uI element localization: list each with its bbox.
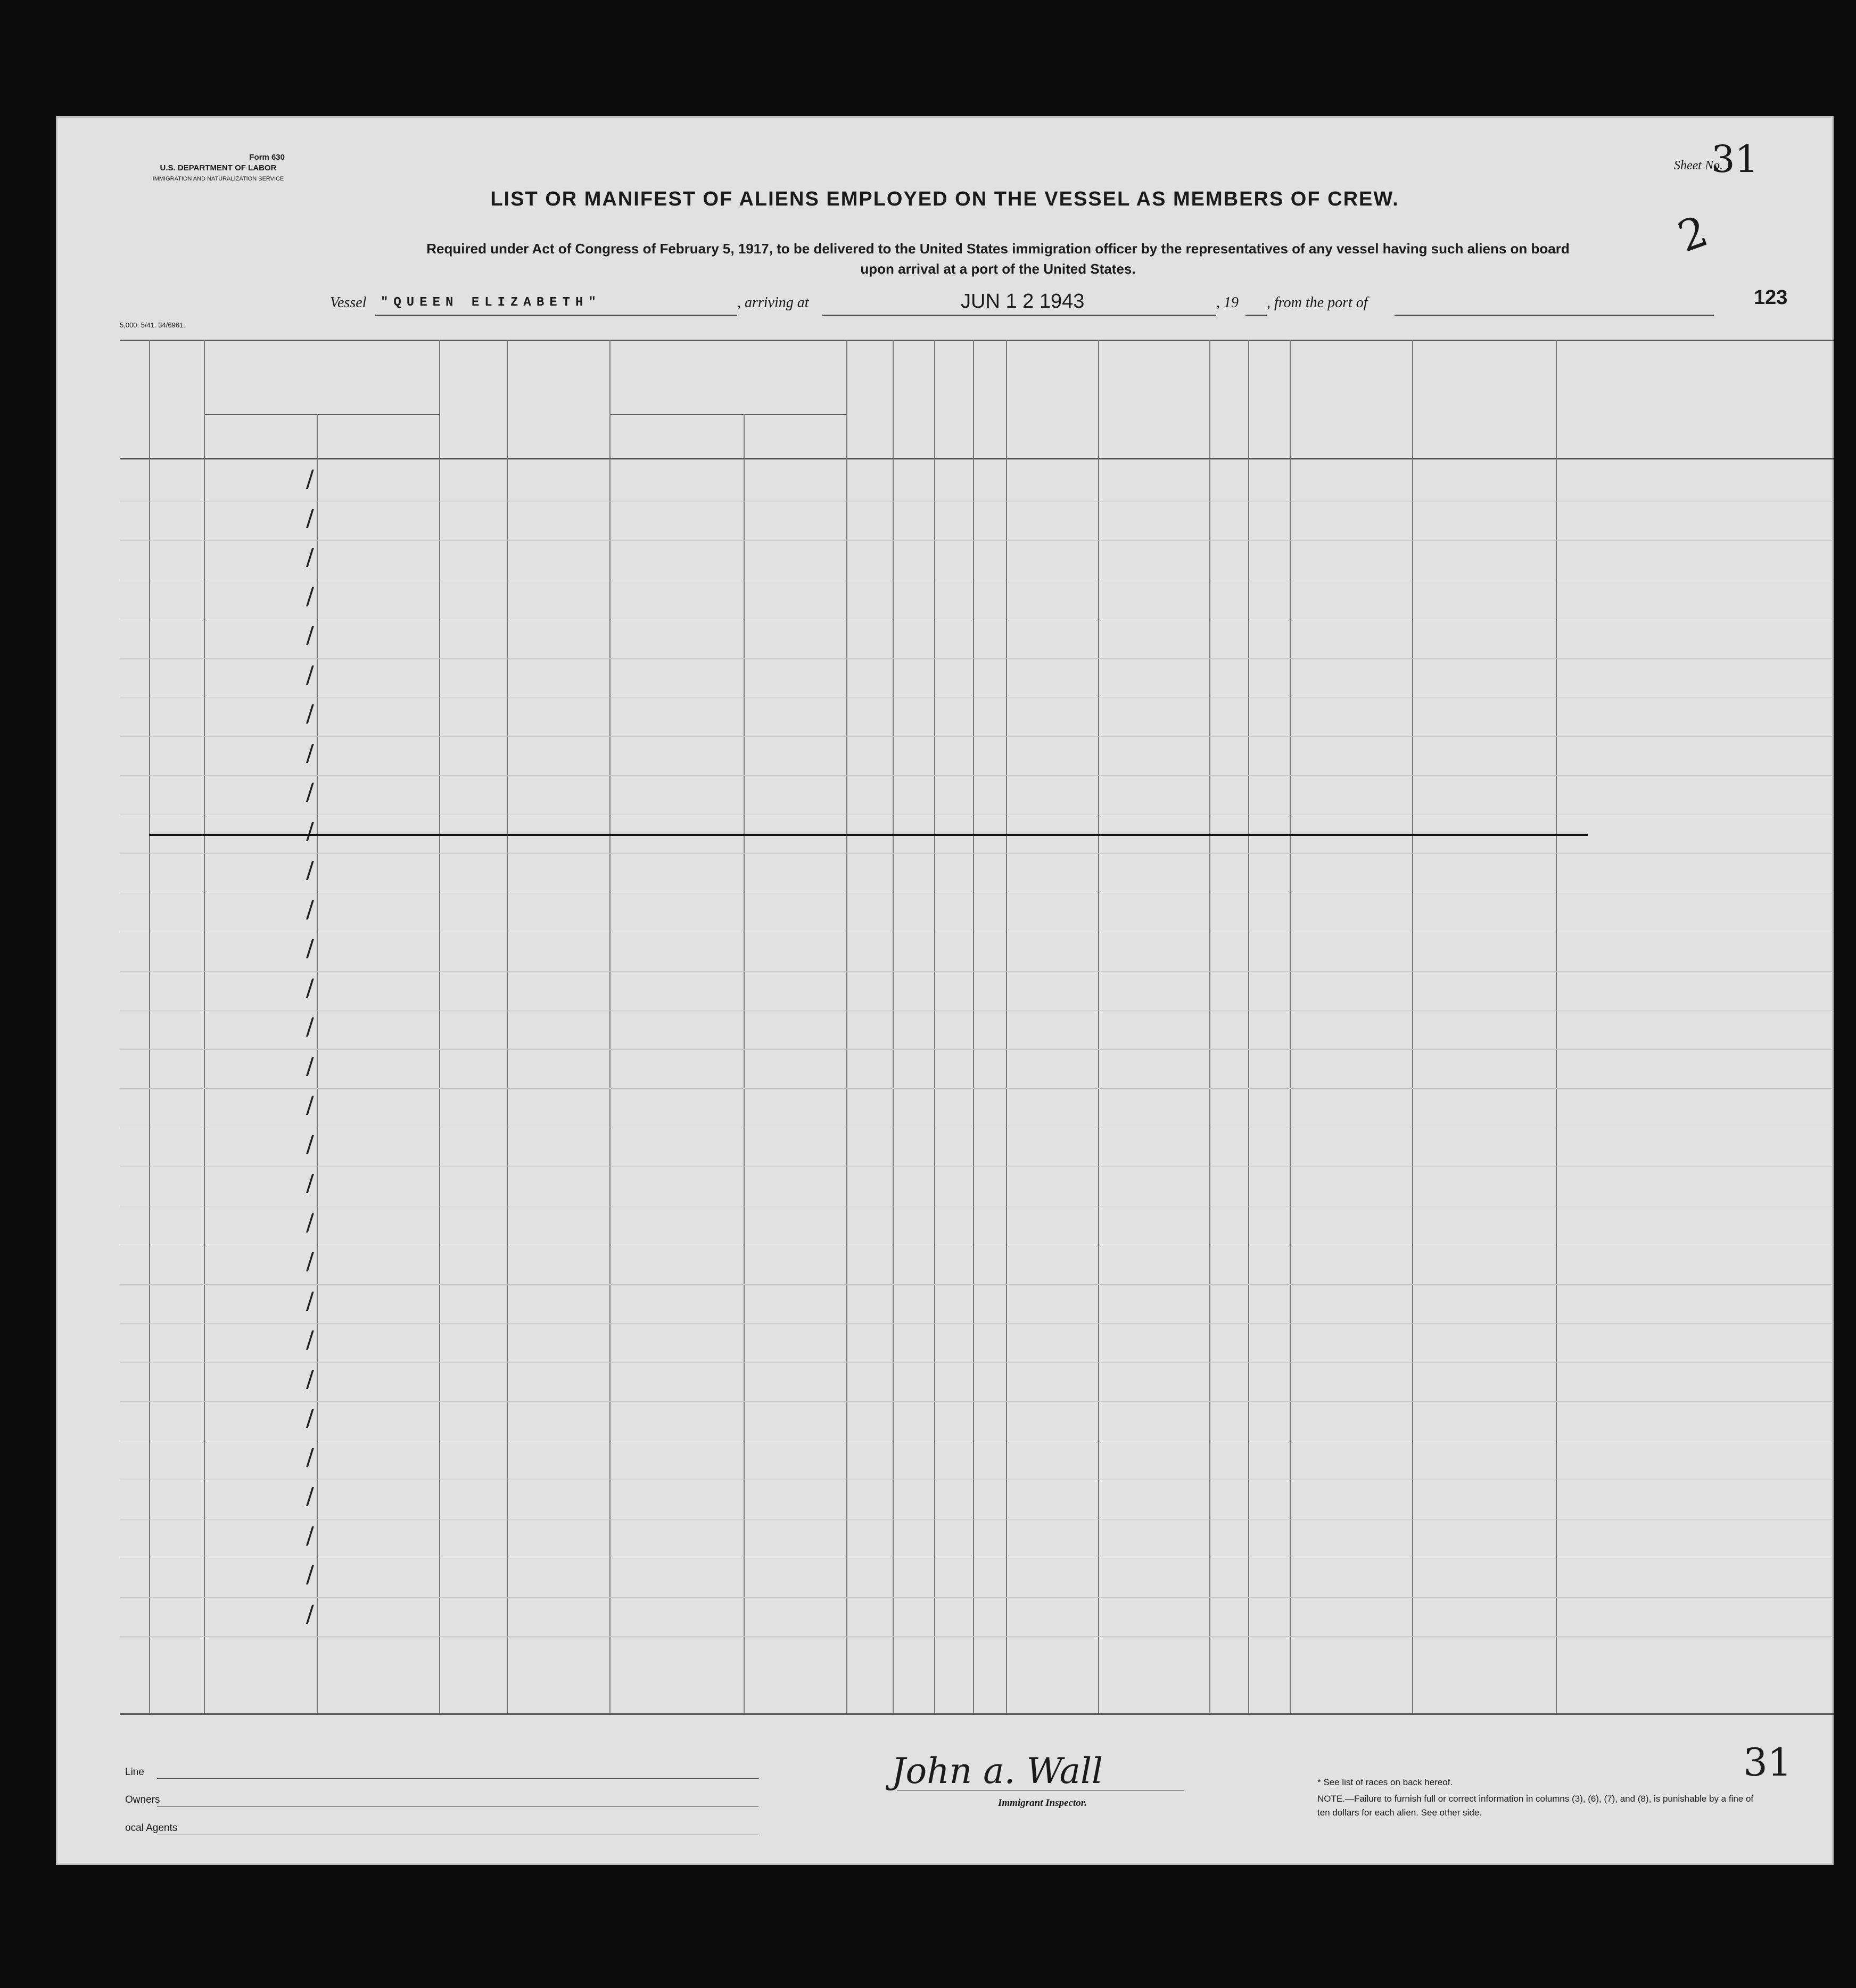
row-rule (120, 658, 1834, 659)
name-checkmark: / (306, 661, 314, 688)
arrival-date: JUN 1 2 1943 (961, 290, 1085, 313)
table-top-border (120, 340, 1834, 341)
strikethrough-row-10 (149, 834, 1588, 836)
vessel-name: "QUEEN ELIZABETH" (381, 295, 601, 310)
service-name: IMMIGRATION AND NATURALIZATION SERVICE (152, 176, 284, 182)
row-rule (120, 1597, 1834, 1598)
owners-field (157, 1806, 758, 1807)
crew-table (120, 340, 1834, 1713)
name-checkmark: / (306, 1365, 314, 1393)
name-checkmark: / (306, 1130, 314, 1158)
arrival-line (822, 315, 1216, 316)
form-number: Form 630 (249, 153, 285, 162)
name-subheader-line (204, 414, 439, 415)
column-divider (846, 340, 847, 1713)
row-rule (120, 1636, 1834, 1637)
row-rule (120, 853, 1834, 854)
name-checkmark: / (306, 739, 314, 767)
row-rule (120, 1049, 1834, 1050)
row-rule (120, 1401, 1834, 1402)
column-divider (149, 340, 150, 1713)
year-label: , 19 (1216, 294, 1239, 311)
page-subtitle (322, 239, 1674, 279)
manifest-sheet (56, 116, 1834, 1865)
vessel-name-line (375, 315, 737, 316)
vessel-line (330, 290, 1714, 316)
shipped-subheader-line (609, 414, 846, 415)
name-checkmark: / (306, 778, 314, 806)
row-rule (120, 1088, 1834, 1089)
name-checkmark: / (306, 1561, 314, 1588)
name-checkmark: / (306, 622, 314, 649)
name-checkmark: / (306, 896, 314, 923)
column-divider (609, 340, 611, 1713)
sheet-number-label: Sheet No. (1674, 159, 1723, 172)
owners-label: Owners (125, 1794, 160, 1805)
name-checkmark: / (306, 582, 314, 610)
row-rule (120, 736, 1834, 737)
name-checkmark: / (306, 935, 314, 962)
handwritten-mark: 2 (1671, 206, 1714, 262)
from-port-label: , from the port of (1267, 294, 1368, 311)
name-checkmark: / (306, 1522, 314, 1549)
column-divider (1209, 340, 1210, 1713)
inspector-signature: John a. Wall (892, 1751, 1103, 1792)
subtitle-line-2: upon arrival at a port of the United States. (860, 261, 1136, 277)
column-divider (934, 340, 935, 1713)
name-checkmark: / (306, 1052, 314, 1080)
name-checkmark: / (306, 1209, 314, 1236)
signature-line (897, 1790, 1184, 1791)
row-rule (120, 1284, 1834, 1285)
column-divider (1290, 340, 1291, 1713)
sheet-number-value: 31 (1711, 137, 1759, 181)
print-code: 5,000. 5/41. 34/6961. (120, 321, 185, 329)
row-rule (120, 1010, 1834, 1011)
name-checkmark: / (306, 1013, 314, 1040)
table-bottom-border (120, 1713, 1834, 1715)
column-divider (973, 340, 974, 1713)
column-divider (439, 340, 440, 1713)
name-checkmark: / (306, 700, 314, 727)
line-field (157, 1778, 758, 1779)
page-number: 123 (1754, 286, 1788, 309)
form-header (141, 152, 295, 184)
name-checkmark: / (306, 1091, 314, 1119)
name-checkmark: / (306, 857, 314, 884)
row-rule (120, 1166, 1834, 1167)
year-line (1245, 315, 1267, 316)
column-divider (1248, 340, 1249, 1713)
name-checkmark: / (306, 1287, 314, 1315)
name-checkmark: / (306, 817, 314, 845)
column-divider (204, 340, 205, 1713)
name-checkmark: / (306, 1404, 314, 1432)
page-title: LIST OR MANIFEST OF ALIENS EMPLOYED ON THE VESSEL AS MEMBERS OF CREW. (490, 188, 1399, 210)
name-checkmark: / (306, 544, 314, 571)
name-checkmark: / (306, 1443, 314, 1471)
line-label: Line (125, 1767, 144, 1778)
column-divider (507, 340, 508, 1713)
agents-label: ocal Agents (125, 1822, 178, 1834)
column-divider (1556, 340, 1557, 1713)
name-checkmark: / (306, 1483, 314, 1510)
name-checkmark: / (306, 1170, 314, 1197)
fine-note: NOTE.—Failure to furnish full or correct information in columns (3), (6), (7), and (8), is punishable by a fine of ten dollars for each alien. See other side. (1317, 1794, 1754, 1818)
name-checkmark: / (306, 1248, 314, 1275)
column-divider (1412, 340, 1413, 1713)
name-checkmark: / (306, 465, 314, 492)
name-checkmark: / (306, 1600, 314, 1628)
row-rule (120, 1362, 1834, 1363)
name-checkmark: / (306, 974, 314, 1001)
name-checkmark: / (306, 1326, 314, 1353)
arriving-label: , arriving at (737, 294, 809, 311)
row-rule (120, 775, 1834, 776)
vessel-label: Vessel (330, 294, 367, 311)
row-rule (120, 971, 1834, 972)
name-checkmark: / (306, 504, 314, 532)
column-divider (1098, 340, 1099, 1713)
inspector-label: Immigrant Inspector. (998, 1797, 1087, 1809)
subtitle-line-1: Required under Act of Congress of February 5, 1917, to be delivered to the United States immigration officer by the representatives of any vessel having such aliens on board (426, 241, 1570, 257)
column-divider (893, 340, 894, 1713)
total-count: 31 (1743, 1740, 1792, 1785)
department-name: U.S. DEPARTMENT OF LABOR (160, 163, 277, 172)
row-rule (120, 1323, 1834, 1324)
row-rule (120, 540, 1834, 541)
table-header-border (120, 458, 1834, 459)
column-divider (1006, 340, 1007, 1713)
port-line (1395, 315, 1714, 316)
races-note: * See list of races on back hereof. (1317, 1777, 1453, 1787)
